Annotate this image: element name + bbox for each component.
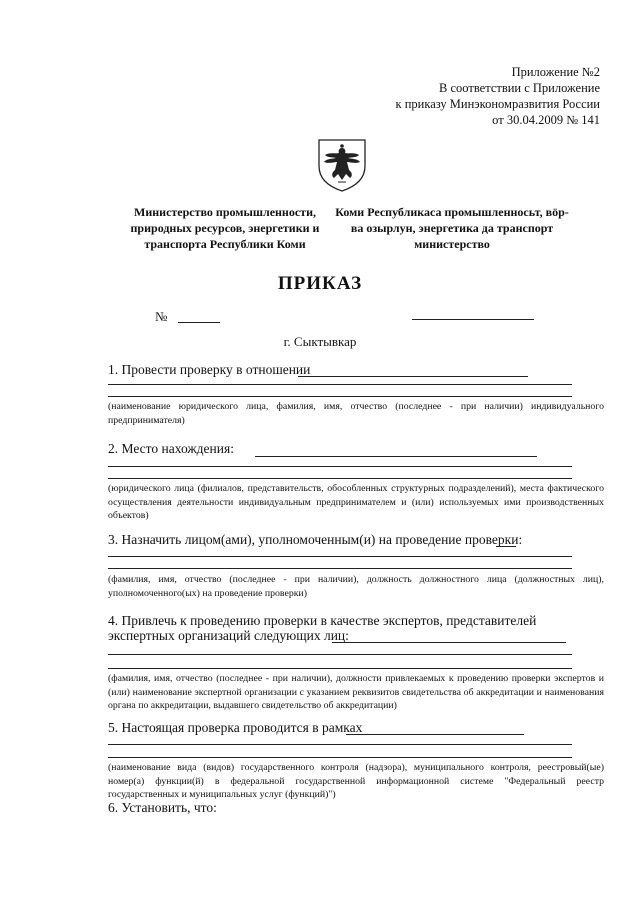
ministry-name-russian: Министерство промышленности, природных ресурсов, энергетики и транспорта Республики Коми — [130, 205, 320, 251]
annex-line-4: от 30.04.2009 № 141 — [492, 113, 600, 127]
item-4-field[interactable] — [332, 642, 566, 643]
item-5-line-3[interactable] — [108, 757, 572, 758]
city: г. Сыктывкар — [283, 334, 357, 349]
item-4-line-3[interactable] — [108, 668, 572, 669]
item-3-line-2[interactable] — [108, 556, 572, 557]
coat-of-arms-icon — [314, 136, 370, 192]
order-number-label: № — [155, 309, 168, 324]
item-3-label: 3. Назначить лицом(ами), уполномоченным(и) на проведение проверки: — [108, 532, 523, 547]
item-3-field[interactable] — [496, 546, 516, 547]
item-4-line-2[interactable] — [108, 654, 572, 655]
item-1-field[interactable] — [298, 376, 528, 377]
item-1-line-3[interactable] — [108, 396, 572, 397]
item-1-note: (наименование юридического лица, фамилия, имя, отчество (последнее - при наличии) индивидуального предпринимателя) — [108, 401, 604, 426]
item-5-label: 5. Настоящая проверка проводится в рамках — [108, 720, 363, 735]
item-5-note: (наименование вида (видов) государственного контроля (надзора), муниципального контроля, реестровый(ые) номер(а) функции(й) в федеральной государственной информационной системе "Федеральный реестр государственных и муниципальных услуг (функций)") — [108, 762, 604, 800]
item-4-note: (фамилия, имя, отчество (последнее - при наличии), должности привлекаемых к проведению проверки экспертов и (или) наименование экспертной организации с указанием реквизитов свидетельства об аккредитации и наименования органа по аккредитации, выдавшего свидетельство об аккредитации) — [108, 673, 604, 711]
item-1-label: 1. Провести проверку в отношении — [108, 362, 311, 377]
item-4-label-line-1: 4. Привлечь к проведению проверки в качестве экспертов, представителей — [108, 613, 537, 628]
annex-header — [396, 64, 601, 128]
ministry-name-komi: Коми Республикаса промышленносьт, вӧр-ва озырлун, энергетика да транспорт министерство — [335, 205, 569, 251]
annex-line-1: Приложение №2 — [511, 65, 600, 79]
item-3-note: (фамилия, имя, отчество (последнее - при наличии), должность должностного лица (должностных лиц), уполномоченного(ых) на проведение проверки) — [108, 574, 604, 599]
item-2-line-3[interactable] — [108, 478, 572, 479]
item-2-field[interactable] — [255, 456, 537, 457]
item-1-line-2[interactable] — [108, 384, 572, 385]
item-3-line-3[interactable] — [108, 568, 572, 569]
annex-line-3: к приказу Минэкономразвития России — [395, 97, 600, 111]
item-5-field[interactable] — [346, 734, 524, 735]
item-6-label: 6. Установить, что: — [108, 800, 217, 815]
item-2-note: (юридического лица (филиалов, представительств, обособленных структурных подразделений), места фактического осуществления деятельности индивидуальным предпринимателем и (или) используемых ими производственных объектов) — [108, 483, 604, 521]
item-2-line-2[interactable] — [108, 466, 572, 467]
item-5-line-2[interactable] — [108, 744, 572, 745]
document-title: ПРИКАЗ — [277, 273, 363, 294]
order-date-field[interactable] — [412, 319, 534, 320]
item-2-label: 2. Место нахождения: — [108, 441, 234, 456]
item-4-label-line-2: экспертных организаций следующих лиц: — [108, 628, 349, 643]
order-number-field[interactable] — [178, 322, 220, 323]
annex-line-2: В соответствии с Приложение — [439, 81, 600, 95]
